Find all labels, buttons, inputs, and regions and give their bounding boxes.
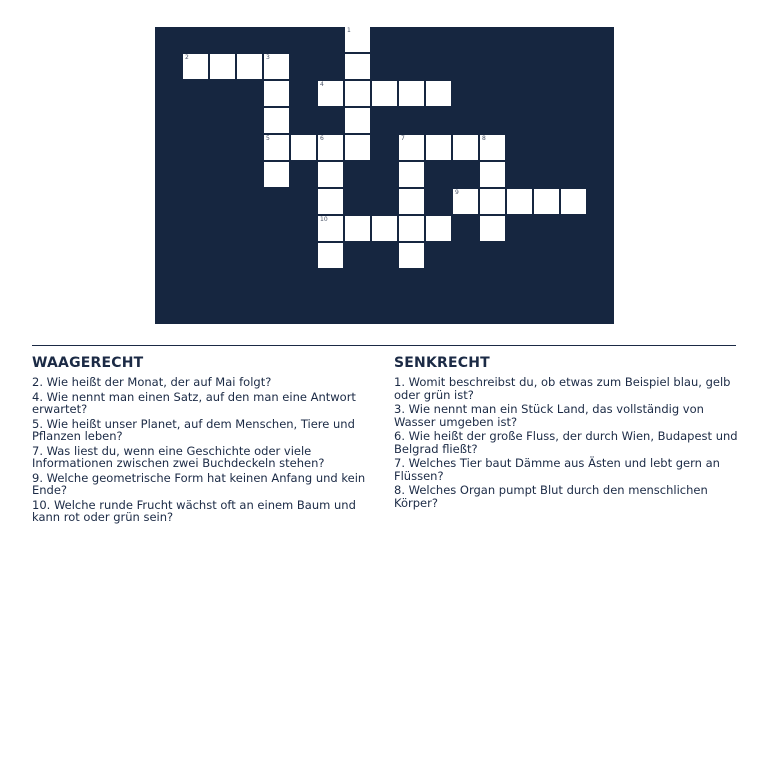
crossword-cell[interactable] <box>318 135 343 160</box>
cell-number: 5 <box>266 135 270 142</box>
cell-number: 1 <box>347 27 351 34</box>
crossword-cell[interactable] <box>264 54 289 79</box>
crossword-cell[interactable] <box>534 189 559 214</box>
cell-number: 7 <box>401 135 405 142</box>
crossword-grid <box>155 27 614 324</box>
across-heading: WAAGERECHT <box>32 355 144 371</box>
crossword-cell[interactable] <box>480 189 505 214</box>
crossword-cell[interactable] <box>480 162 505 187</box>
crossword-cell[interactable] <box>480 216 505 241</box>
clue-across: 10. Welche runde Frucht wächst oft an einem Baum und kann rot oder grün sein? <box>32 497 356 524</box>
crossword-cell[interactable] <box>453 135 478 160</box>
crossword-cell[interactable] <box>345 108 370 133</box>
clue-down: 7. Welches Tier baut Dämme aus Ästen und lebt gern an Flüssen? <box>394 456 720 483</box>
crossword-cell[interactable] <box>561 189 586 214</box>
across-clues <box>32 355 372 526</box>
cell-number: 9 <box>455 189 459 196</box>
crossword-cell[interactable] <box>372 81 397 106</box>
cell-number: 2 <box>185 54 189 61</box>
crossword-cell[interactable] <box>399 243 424 268</box>
crossword-cell[interactable] <box>291 135 316 160</box>
cell-number: 6 <box>320 135 324 142</box>
clue-across: 5. Wie heißt unser Planet, auf dem Menschen, Tiere und Pflanzen leben? <box>32 416 355 443</box>
cell-number: 4 <box>320 81 324 88</box>
crossword-cell[interactable] <box>318 81 343 106</box>
crossword-cell[interactable] <box>426 216 451 241</box>
crossword-cell[interactable] <box>318 189 343 214</box>
cell-number: 8 <box>482 135 486 142</box>
crossword-cell[interactable] <box>264 108 289 133</box>
crossword-cell[interactable] <box>237 54 262 79</box>
crossword-cell[interactable] <box>264 135 289 160</box>
crossword-cell[interactable] <box>318 243 343 268</box>
crossword-cell[interactable] <box>372 216 397 241</box>
crossword-cell[interactable] <box>480 135 505 160</box>
crossword-cell[interactable] <box>453 189 478 214</box>
clue-down: 6. Wie heißt der große Fluss, der durch Wien, Budapest und Belgrad fließt? <box>394 429 738 456</box>
clue-across: 4. Wie nennt man einen Satz, auf den man eine Antwort erwartet? <box>32 389 356 416</box>
crossword-cell[interactable] <box>345 54 370 79</box>
clue-across: 2. Wie heißt der Monat, der auf Mai folgt? <box>32 375 272 389</box>
section-divider <box>32 345 736 346</box>
crossword-cell[interactable] <box>345 27 370 52</box>
crossword-cell[interactable] <box>426 135 451 160</box>
crossword-cell[interactable] <box>264 162 289 187</box>
crossword-cell[interactable] <box>426 81 451 106</box>
crossword-cell[interactable] <box>399 81 424 106</box>
crossword-cell[interactable] <box>345 81 370 106</box>
crossword-cell[interactable] <box>399 216 424 241</box>
crossword-cell[interactable] <box>345 135 370 160</box>
clue-across: 9. Welche geometrische Form hat keinen Anfang und kein Ende? <box>32 470 366 497</box>
crossword-cell[interactable] <box>264 81 289 106</box>
crossword-cell[interactable] <box>318 216 343 241</box>
clue-down: 8. Welches Organ pumpt Blut durch den menschlichen Körper? <box>394 483 708 510</box>
crossword-cell[interactable] <box>183 54 208 79</box>
crossword-cell[interactable] <box>210 54 235 79</box>
crossword-cell[interactable] <box>507 189 532 214</box>
clue-down: 3. Wie nennt man ein Stück Land, das vollständig von Wasser umgeben ist? <box>394 402 704 429</box>
clue-down: 1. Womit beschreibst du, ob etwas zum Beispiel blau, gelb oder grün ist? <box>394 375 731 402</box>
down-heading: SENKRECHT <box>394 355 490 371</box>
crossword-cell[interactable] <box>345 216 370 241</box>
cell-number: 10 <box>320 216 328 223</box>
crossword-cell[interactable] <box>399 135 424 160</box>
crossword-cell[interactable] <box>399 189 424 214</box>
crossword-cell[interactable] <box>399 162 424 187</box>
cell-number: 3 <box>266 54 270 61</box>
clue-across: 7. Was liest du, wenn eine Geschichte oder viele Informationen zwischen zwei Buchdeckeln stehen? <box>32 443 325 470</box>
crossword-cell[interactable] <box>318 162 343 187</box>
down-clues <box>394 355 738 511</box>
